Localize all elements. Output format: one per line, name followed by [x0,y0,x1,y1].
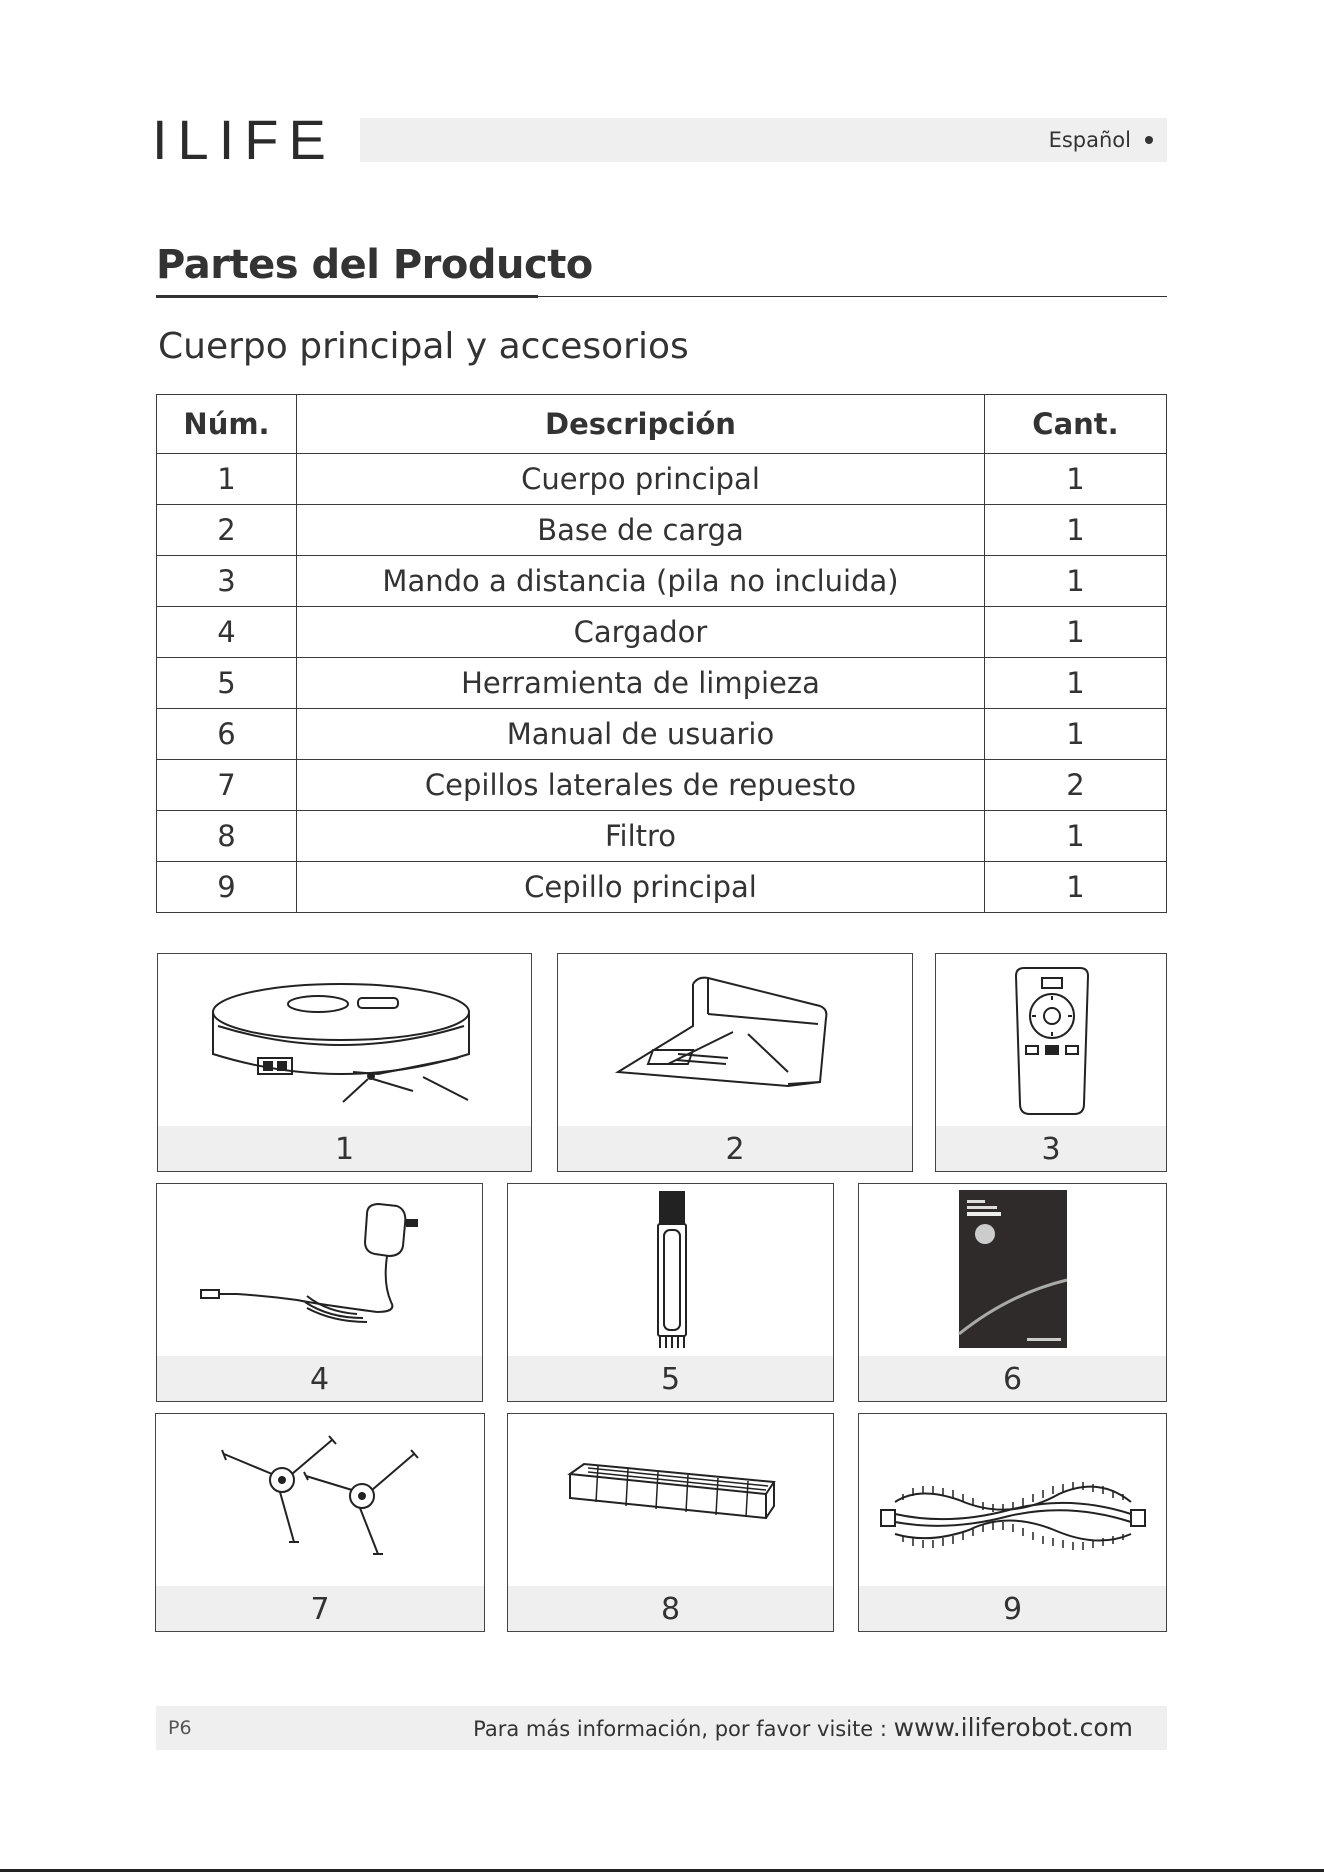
table-row [157,658,1167,709]
row-qty: 1 [985,454,1167,505]
row-description: Cuerpo principal [297,454,985,505]
language-label: Español [1048,128,1131,152]
panel-cleaning-tool [507,1183,834,1402]
panel-label: 3 [936,1126,1166,1171]
table-row [157,505,1167,556]
panel-label: 1 [158,1126,531,1171]
footer-text: Para más información, por favor visite : [473,1717,894,1741]
parts-table [156,394,1167,913]
panel-main-body [157,953,532,1172]
panel-side-brushes [155,1413,485,1632]
panel-main-brush [858,1413,1167,1632]
remote-control-icon [936,954,1167,1128]
panel-label: 6 [859,1356,1166,1401]
charging-base-icon [558,954,913,1128]
side-brushes-icon [156,1414,485,1588]
panel-label: 9 [859,1586,1166,1631]
row-qty: 1 [985,862,1167,913]
row-qty: 1 [985,811,1167,862]
row-qty: 1 [985,607,1167,658]
row-qty: 1 [985,709,1167,760]
bullet-icon [1145,136,1153,144]
row-description: Filtro [297,811,985,862]
column-header-qty: Cant. [985,395,1167,454]
row-description: Cepillo principal [297,862,985,913]
charger-adapter-icon [157,1184,483,1358]
row-num: 1 [157,454,297,505]
row-description: Cepillos laterales de repuesto [297,760,985,811]
table-row [157,454,1167,505]
row-num: 7 [157,760,297,811]
row-description: Mando a distancia (pila no incluida) [297,556,985,607]
row-qty: 1 [985,556,1167,607]
panel-label: 5 [508,1356,833,1401]
website-link[interactable]: www.iliferobot.com [893,1713,1133,1742]
panel-label: 7 [156,1586,484,1631]
row-num: 2 [157,505,297,556]
row-description: Manual de usuario [297,709,985,760]
table-row [157,862,1167,913]
footer-note [473,1706,1133,1751]
table-row [157,607,1167,658]
footer-bar [156,1706,1167,1750]
panel-remote-control [935,953,1167,1172]
user-manual-icon [859,1184,1167,1358]
title-rule [538,296,1167,297]
table-row [157,556,1167,607]
main-brush-icon [859,1414,1167,1588]
table-row [157,760,1167,811]
row-qty: 1 [985,658,1167,709]
panel-filter [507,1413,834,1632]
row-num: 6 [157,709,297,760]
panel-label: 2 [558,1126,912,1171]
column-header-description: Descripción [297,395,985,454]
page-number: P6 [168,1717,192,1739]
panel-label: 8 [508,1586,833,1631]
section-subtitle: Cuerpo principal y accesorios [158,326,689,367]
language-bar [360,118,1167,162]
robot-vacuum-icon [158,954,532,1128]
table-row [157,709,1167,760]
cleaning-tool-icon [508,1184,834,1358]
row-qty: 1 [985,505,1167,556]
row-num: 3 [157,556,297,607]
table-header-row [157,395,1167,454]
row-num: 8 [157,811,297,862]
brand-logo: ILIFE [152,108,336,171]
page-title: Partes del Producto [156,242,593,288]
filter-icon [508,1414,834,1588]
title-underline [156,295,538,298]
panel-user-manual [858,1183,1167,1402]
row-num: 5 [157,658,297,709]
column-header-num: Núm. [157,395,297,454]
table-row [157,811,1167,862]
row-description: Cargador [297,607,985,658]
row-description: Herramienta de limpieza [297,658,985,709]
row-num: 9 [157,862,297,913]
panel-label: 4 [157,1356,482,1401]
panel-charger [156,1183,483,1402]
panel-charging-base [557,953,913,1172]
row-num: 4 [157,607,297,658]
row-description: Base de carga [297,505,985,556]
row-qty: 2 [985,760,1167,811]
